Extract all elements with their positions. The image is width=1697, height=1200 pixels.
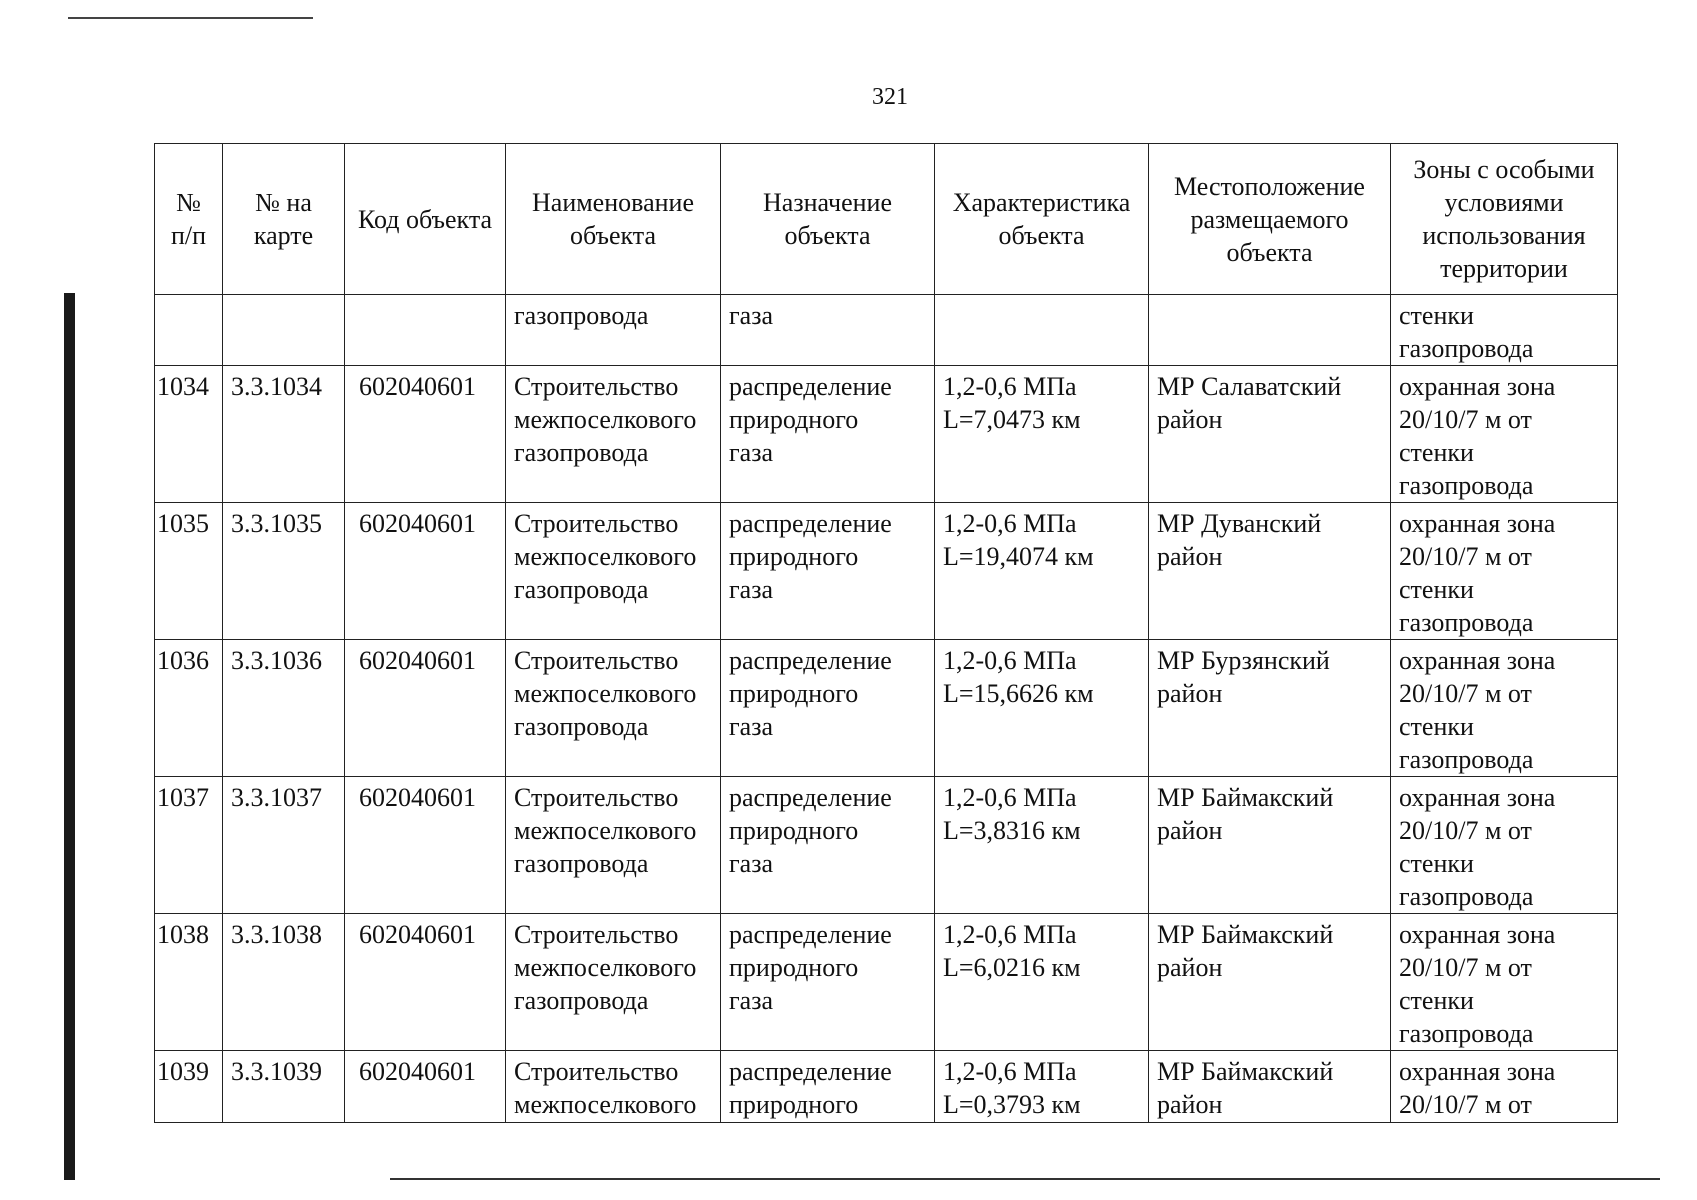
cell-object-purpose: распределение природного газа — [721, 777, 935, 914]
cell-object-name: Строительство межпоселкового газопровода — [506, 366, 721, 503]
cell-map-number: 3.3.1034 — [223, 366, 345, 503]
cell-special-zones: охранная зона 20/10/7 м от стенки газопровода — [1391, 366, 1618, 503]
header-index: № п/п — [155, 144, 223, 295]
cell-object-location: МР Баймакский район — [1149, 1051, 1391, 1123]
cell-object-location: МР Баймакский район — [1149, 777, 1391, 914]
cell-map-number: 3.3.1037 — [223, 777, 345, 914]
cell-object-code: 602040601 — [345, 366, 506, 503]
table-header-row — [155, 144, 1618, 295]
header-special-zones: Зоны с особыми условиями использования территории — [1391, 144, 1618, 295]
cell-index: 1037 — [155, 777, 223, 914]
cell-object-code: 602040601 — [345, 1051, 506, 1123]
cell-object-purpose: распределение природного — [721, 1051, 935, 1123]
cell-object-purpose: распределение природного газа — [721, 640, 935, 777]
cell-special-zones: охранная зона 20/10/7 м от — [1391, 1051, 1618, 1123]
cell-object-purpose: распределение природного газа — [721, 503, 935, 640]
cell-map-number — [223, 295, 345, 366]
page-number: 321 — [872, 84, 908, 110]
table-row — [155, 503, 1618, 640]
cell-special-zones: охранная зона 20/10/7 м от стенки газопровода — [1391, 777, 1618, 914]
cell-object-location: МР Баймакский район — [1149, 914, 1391, 1051]
cell-object-characteristics: 1,2-0,6 МПа L=6,0216 км — [935, 914, 1149, 1051]
cell-object-purpose: распределение природного газа — [721, 914, 935, 1051]
cell-special-zones: охранная зона 20/10/7 м от стенки газопровода — [1391, 503, 1618, 640]
cell-object-location: МР Салаватский район — [1149, 366, 1391, 503]
cell-index: 1034 — [155, 366, 223, 503]
cell-object-code: 602040601 — [345, 914, 506, 1051]
header-object-purpose: Назначение объекта — [721, 144, 935, 295]
cell-object-characteristics: 1,2-0,6 МПа L=0,3793 км — [935, 1051, 1149, 1123]
cell-object-name: Строительство межпоселкового газопровода — [506, 914, 721, 1051]
cell-index: 1035 — [155, 503, 223, 640]
table-row — [155, 914, 1618, 1051]
cell-object-name: Строительство межпоселкового газопровода — [506, 640, 721, 777]
cell-object-code: 602040601 — [345, 640, 506, 777]
cell-object-purpose: газа — [721, 295, 935, 366]
table-row — [155, 1051, 1618, 1123]
cell-object-characteristics: 1,2-0,6 МПа L=3,8316 км — [935, 777, 1149, 914]
header-object-location: Местоположение размещаемого объекта — [1149, 144, 1391, 295]
cell-object-code: 602040601 — [345, 503, 506, 640]
cell-object-purpose: распределение природного газа — [721, 366, 935, 503]
header-object-name: Наименование объекта — [506, 144, 721, 295]
cell-object-location — [1149, 295, 1391, 366]
cell-object-characteristics: 1,2-0,6 МПа L=19,4074 км — [935, 503, 1149, 640]
cell-index — [155, 295, 223, 366]
scan-artifact-left-bar — [64, 293, 75, 1180]
table-row — [155, 777, 1618, 914]
cell-index: 1036 — [155, 640, 223, 777]
cell-special-zones: стенки газопровода — [1391, 295, 1618, 366]
scan-artifact-bottom-line — [390, 1178, 1660, 1180]
cell-object-code — [345, 295, 506, 366]
cell-object-name: Строительство межпоселкового — [506, 1051, 721, 1123]
cell-object-characteristics: 1,2-0,6 МПа L=7,0473 км — [935, 366, 1149, 503]
objects-table — [154, 143, 1618, 1123]
cell-object-location: МР Бурзянский район — [1149, 640, 1391, 777]
header-object-code: Код объекта — [345, 144, 506, 295]
cell-index: 1039 — [155, 1051, 223, 1123]
cell-object-characteristics: 1,2-0,6 МПа L=15,6626 км — [935, 640, 1149, 777]
cell-object-name: Строительство межпоселкового газопровода — [506, 777, 721, 914]
cell-special-zones: охранная зона 20/10/7 м от стенки газопровода — [1391, 640, 1618, 777]
header-map-number: № на карте — [223, 144, 345, 295]
cell-index: 1038 — [155, 914, 223, 1051]
cell-map-number: 3.3.1039 — [223, 1051, 345, 1123]
cell-object-code: 602040601 — [345, 777, 506, 914]
header-object-characteristics: Характеристика объекта — [935, 144, 1149, 295]
table-row — [155, 366, 1618, 503]
cell-object-name: газопровода — [506, 295, 721, 366]
cell-object-name: Строительство межпоселкового газопровода — [506, 503, 721, 640]
cell-map-number: 3.3.1036 — [223, 640, 345, 777]
cell-object-characteristics — [935, 295, 1149, 366]
cell-map-number: 3.3.1038 — [223, 914, 345, 1051]
table-row-continuation — [155, 295, 1618, 366]
cell-special-zones: охранная зона 20/10/7 м от стенки газопровода — [1391, 914, 1618, 1051]
cell-object-location: МР Дуванский район — [1149, 503, 1391, 640]
table-row — [155, 640, 1618, 777]
cell-map-number: 3.3.1035 — [223, 503, 345, 640]
scan-artifact-top-line — [68, 17, 313, 19]
